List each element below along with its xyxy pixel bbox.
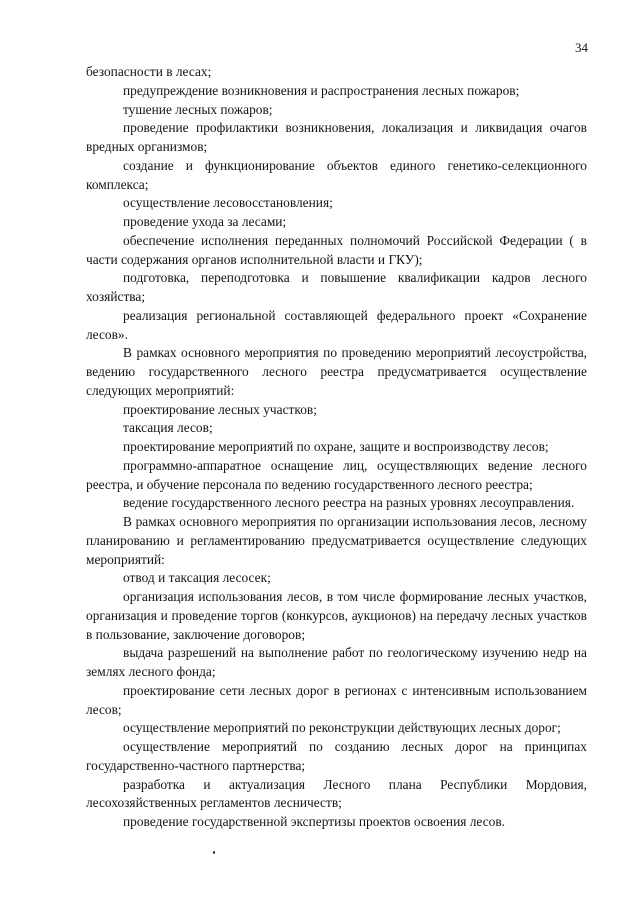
paragraph: безопасности в лесах; [86,64,212,79]
paragraph: организация использования лесов, в том числе формирование лесных участков, организация и проведение торгов (конкурсов, аукционов) на передачу лесных участков в пользование, заключение договоров; [86,589,587,642]
paragraph: создание и функционирование объектов единого генетико-селекционного комплекса; [86,157,587,192]
paragraph: проведение ухода за лесами; [123,214,287,229]
paragraph: проектирование мероприятий по охране, защите и воспроизводству лесов; [123,439,549,454]
paragraph: осуществление мероприятий по созданию лесных дорог на принципах государственно-частного партнерства; [86,739,587,773]
paragraph: осуществление лесовосстановления; [123,195,333,211]
paragraph: ведение государственного лесного реестра на разных уровнях лесоуправления. [123,495,575,511]
paragraph: осуществление мероприятий по реконструкции действующих лесных дорог; [123,720,561,736]
page-number: 34 [575,40,588,55]
paragraph: тушение лесных пожаров; [123,101,273,117]
document-body [86,63,587,832]
paragraph: программно-аппаратное оснащение лиц, осуществляющих ведение лесного реестра, и обучение персонала по ведению государственного лесного реестра; [86,457,587,492]
paragraph: проведение государственной экспертизы проектов освоения лесов. [123,814,506,829]
paragraph: подготовка, переподготовка и повышение квалификации кадров лесного хозяйства; [86,270,587,304]
paragraph: проектирование лесных участков; [123,401,317,417]
paragraph: проектирование сети лесных дорог в регионах с интенсивным использованием лесов; [86,682,587,717]
paragraph: разработка и актуализация Лесного плана Республики Мордовия, лесохозяйственных регламентов лесничеств; [86,776,587,811]
paragraph: выдача разрешений на выполнение работ по геологическому изучению недр на землях лесного фонда; [86,645,587,679]
paragraph: отвод и таксация лесосек; [123,570,271,586]
scan-speck [213,851,215,854]
paragraph: В рамках основного мероприятия по организации использования лесов, лесному планированию и регламентированию предусматривается осуществление следующих мероприятий: [86,514,587,567]
paragraph: В рамках основного мероприятия по проведению мероприятий лесоустройства, ведению государственного лесного реестра предусматривается осуществление следующих мероприятий: [86,345,587,398]
paragraph: реализация региональной составляющей федерального проект «Сохранение лесов». [86,307,587,342]
paragraph: проведение профилактики возникновения, локализация и ликвидация очагов вредных организмов; [86,120,587,154]
paragraph: предупреждение возникновения и распространения лесных пожаров; [123,82,520,98]
paragraph: обеспечение исполнения переданных полномочий Российской Федерации ( в части содержания органов исполнительной власти и ГКУ); [86,232,587,267]
paragraph: таксация лесов; [123,420,213,436]
